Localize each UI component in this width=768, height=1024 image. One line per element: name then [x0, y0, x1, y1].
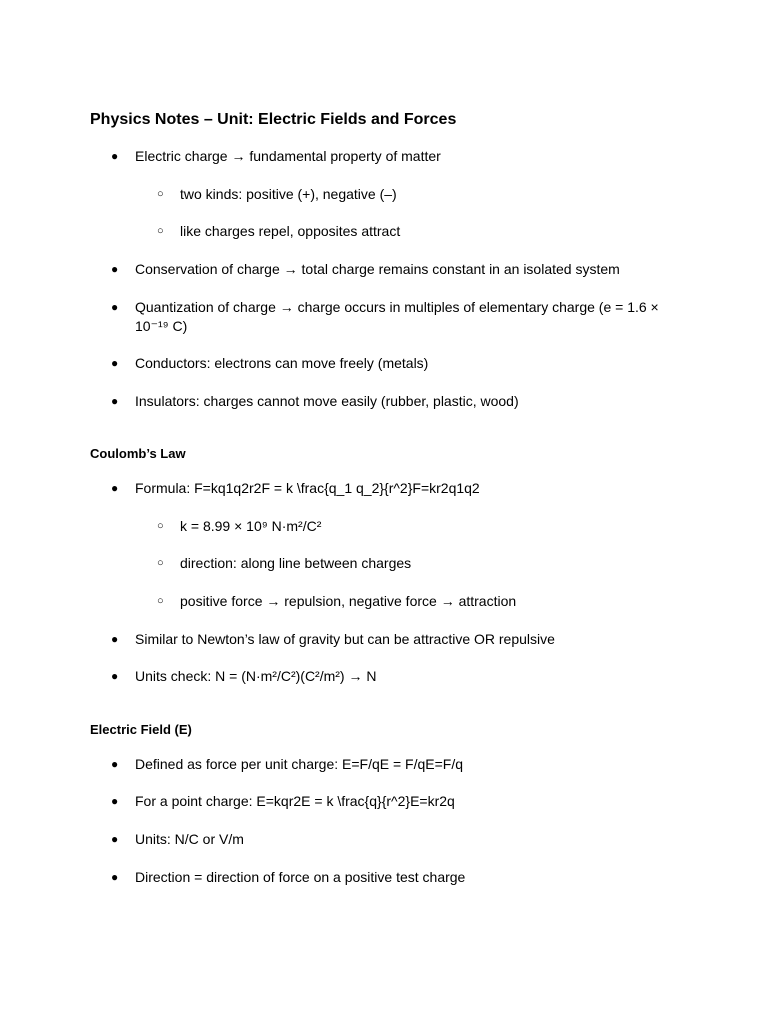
- list-item-text: Insulators: charges cannot move easily (rubber, plastic, wood): [135, 393, 519, 409]
- list-item-text: Units check: N = (N·m²/C²)(C²/m²) → N: [135, 668, 377, 684]
- list-item: [111, 392, 665, 411]
- list-item: [157, 517, 660, 536]
- bullet-icon: ●: [111, 794, 119, 808]
- list-item-text: Direction = direction of force on a positive test charge: [135, 869, 466, 885]
- list-item-text: Similar to Newton’s law of gravity but can be attractive OR repulsive: [135, 631, 555, 647]
- bullet-icon: ●: [111, 757, 119, 771]
- list-item-text: two kinds: positive (+), negative (–): [180, 186, 397, 202]
- list-item: [111, 354, 665, 373]
- list-item: [157, 592, 660, 611]
- list-item: [111, 667, 665, 686]
- sub-bullet-icon: ○: [157, 225, 164, 237]
- list-item: [111, 479, 665, 498]
- bullet-icon: ●: [111, 870, 119, 884]
- list-item: [111, 630, 665, 649]
- section-heading-coulombs-law: Coulomb’s Law: [90, 446, 186, 461]
- bullet-icon: ●: [111, 300, 119, 314]
- list-item-text: Formula: F=kq1q2r2F = k \frac{q_1 q_2}{r^2}F=kr2q1q2: [135, 480, 480, 496]
- bullet-icon: ●: [111, 669, 119, 683]
- list-item: [111, 147, 665, 166]
- list-item: [157, 222, 660, 241]
- list-item: [111, 298, 665, 336]
- list-item-text: direction: along line between charges: [180, 555, 412, 571]
- list-item-text: Conservation of charge → total charge remains constant in an isolated system: [135, 261, 620, 277]
- bullet-icon: ●: [111, 394, 119, 408]
- list-item-text: like charges repel, opposites attract: [180, 223, 401, 239]
- list-item: [111, 868, 665, 887]
- sub-bullet-icon: ○: [157, 188, 164, 200]
- list-item-text: positive force → repulsion, negative force → attraction: [180, 593, 517, 609]
- list-item: [111, 260, 665, 279]
- bullet-icon: ●: [111, 832, 119, 846]
- list-item-text: Defined as force per unit charge: E=F/qE = F/qE=F/q: [135, 756, 464, 772]
- bullet-icon: ●: [111, 632, 119, 646]
- list-item-text: For a point charge: E=kqr2E = k \frac{q}{r^2}E=kr2q: [135, 793, 455, 809]
- bullet-icon: ●: [111, 356, 119, 370]
- list-item: [111, 830, 665, 849]
- bullet-icon: ●: [111, 262, 119, 276]
- list-item: [111, 792, 665, 811]
- list-item-text: Units: N/C or V/m: [135, 831, 244, 847]
- list-item-text: k = 8.99 × 10⁹ N·m²/C²: [180, 518, 322, 534]
- sub-bullet-icon: ○: [157, 557, 164, 569]
- list-item-text: Electric charge → fundamental property of matter: [135, 148, 441, 164]
- page-title: Physics Notes – Unit: Electric Fields and Forces: [90, 111, 457, 128]
- bullet-icon: ●: [111, 149, 119, 163]
- list-item: [111, 755, 665, 774]
- list-item-text: Conductors: electrons can move freely (metals): [135, 355, 429, 371]
- sub-bullet-icon: ○: [157, 520, 164, 532]
- section-heading-electric-field: Electric Field (E): [90, 722, 192, 737]
- sub-bullet-icon: ○: [157, 595, 164, 607]
- list-item-text: Quantization of charge → charge occurs in multiples of elementary charge (e = 1.6 × 10⁻¹⁹ C): [135, 299, 659, 334]
- list-item: [157, 554, 660, 573]
- list-item: [157, 185, 660, 204]
- bullet-icon: ●: [111, 481, 119, 495]
